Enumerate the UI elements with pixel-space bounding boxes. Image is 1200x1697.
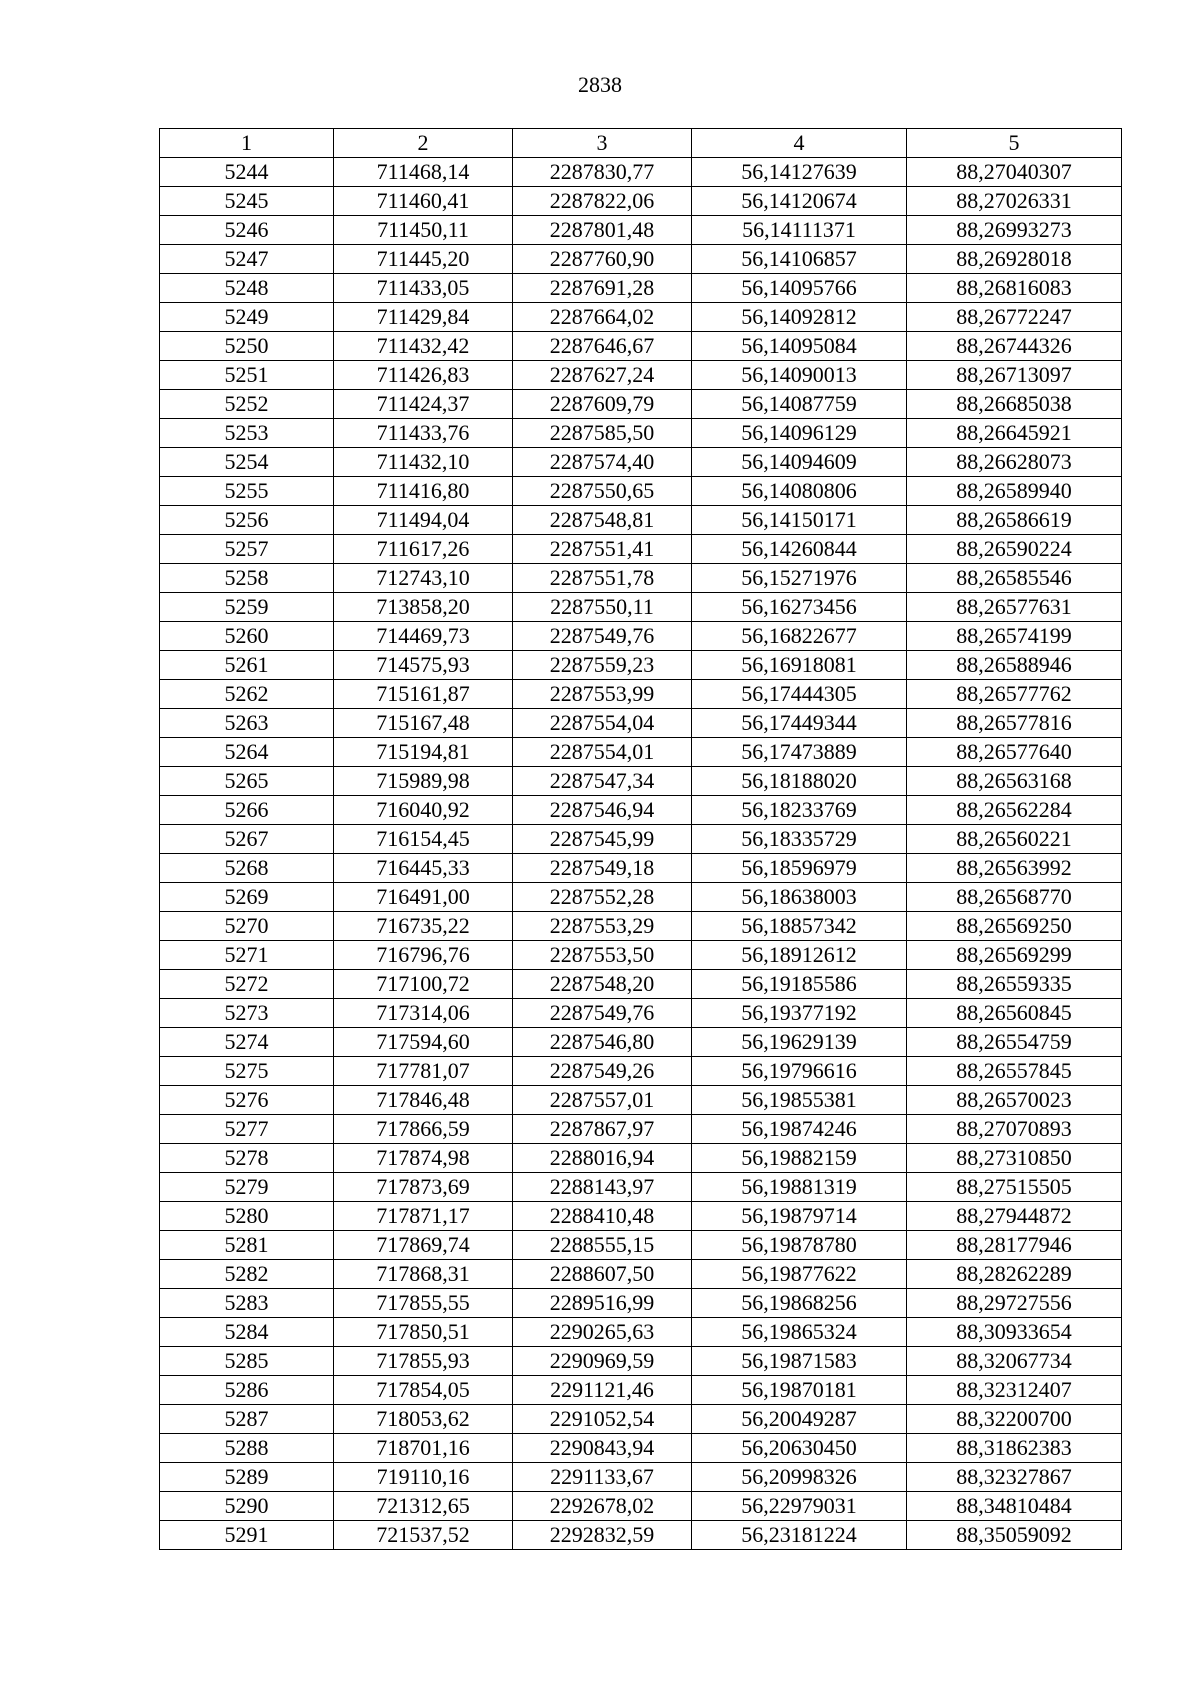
table-cell: 56,18188020 — [692, 767, 907, 796]
table-cell: 2287549,18 — [513, 854, 692, 883]
table-cell: 711416,80 — [334, 477, 513, 506]
table-cell: 2287548,81 — [513, 506, 692, 535]
table-cell: 2291121,46 — [513, 1376, 692, 1405]
table-cell: 56,19855381 — [692, 1086, 907, 1115]
page-number: 2838 — [578, 72, 622, 97]
table-cell: 5289 — [160, 1463, 334, 1492]
table-cell: 56,19874246 — [692, 1115, 907, 1144]
table-cell: 88,35059092 — [907, 1521, 1122, 1550]
table-cell: 56,18638003 — [692, 883, 907, 912]
table-cell: 5262 — [160, 680, 334, 709]
table-cell: 2287551,78 — [513, 564, 692, 593]
table-cell: 711433,05 — [334, 274, 513, 303]
table-cell: 88,28262289 — [907, 1260, 1122, 1289]
table-cell: 56,14080806 — [692, 477, 907, 506]
table-row — [160, 970, 1122, 999]
table-row — [160, 477, 1122, 506]
table-cell: 56,19865324 — [692, 1318, 907, 1347]
table-cell: 712743,10 — [334, 564, 513, 593]
table-cell: 717866,59 — [334, 1115, 513, 1144]
table-cell: 56,14090013 — [692, 361, 907, 390]
table-cell: 88,26685038 — [907, 390, 1122, 419]
table-row — [160, 535, 1122, 564]
table-cell: 5254 — [160, 448, 334, 477]
table-cell: 88,26588946 — [907, 651, 1122, 680]
table-cell: 88,26816083 — [907, 274, 1122, 303]
table-cell: 716445,33 — [334, 854, 513, 883]
table-cell: 88,26574199 — [907, 622, 1122, 651]
table-cell: 5268 — [160, 854, 334, 883]
table-cell: 56,16918081 — [692, 651, 907, 680]
table-cell: 2287550,65 — [513, 477, 692, 506]
table-cell: 2287557,01 — [513, 1086, 692, 1115]
table-cell: 5271 — [160, 941, 334, 970]
table-cell: 2287801,48 — [513, 216, 692, 245]
table-cell: 5265 — [160, 767, 334, 796]
table-cell: 88,27515505 — [907, 1173, 1122, 1202]
table-row — [160, 390, 1122, 419]
table-row — [160, 1231, 1122, 1260]
table-cell: 88,27070893 — [907, 1115, 1122, 1144]
table-cell: 2287548,20 — [513, 970, 692, 999]
table-cell: 711468,14 — [334, 158, 513, 187]
table-cell: 2287552,28 — [513, 883, 692, 912]
table-cell: 711424,37 — [334, 390, 513, 419]
table-cell: 88,26577762 — [907, 680, 1122, 709]
table-row — [160, 883, 1122, 912]
table-row — [160, 680, 1122, 709]
table-cell: 56,16822677 — [692, 622, 907, 651]
table-cell: 5263 — [160, 709, 334, 738]
table-row — [160, 332, 1122, 361]
table-cell: 56,19185586 — [692, 970, 907, 999]
table-cell: 2287553,29 — [513, 912, 692, 941]
table-cell: 88,26928018 — [907, 245, 1122, 274]
table-cell: 717855,55 — [334, 1289, 513, 1318]
table-row — [160, 1260, 1122, 1289]
table-cell: 5280 — [160, 1202, 334, 1231]
table-cell: 717314,06 — [334, 999, 513, 1028]
table-cell: 2287664,02 — [513, 303, 692, 332]
table-cell: 56,19877622 — [692, 1260, 907, 1289]
table-row — [160, 767, 1122, 796]
table-cell: 2287549,76 — [513, 999, 692, 1028]
table-cell: 5264 — [160, 738, 334, 767]
table-row — [160, 912, 1122, 941]
table-row — [160, 1202, 1122, 1231]
table-row — [160, 1434, 1122, 1463]
table-cell: 5260 — [160, 622, 334, 651]
table-row — [160, 1086, 1122, 1115]
table-cell: 721537,52 — [334, 1521, 513, 1550]
table-cell: 88,26645921 — [907, 419, 1122, 448]
table-cell: 2287822,06 — [513, 187, 692, 216]
table-cell: 2292832,59 — [513, 1521, 692, 1550]
table-cell: 716154,45 — [334, 825, 513, 854]
table-cell: 5261 — [160, 651, 334, 680]
table-row — [160, 216, 1122, 245]
table-row — [160, 1318, 1122, 1347]
table-cell: 5285 — [160, 1347, 334, 1376]
table-cell: 88,26570023 — [907, 1086, 1122, 1115]
table-cell: 5255 — [160, 477, 334, 506]
table-cell: 5253 — [160, 419, 334, 448]
table-cell: 5245 — [160, 187, 334, 216]
table-cell: 56,20630450 — [692, 1434, 907, 1463]
table-cell: 88,26589940 — [907, 477, 1122, 506]
table-cell: 717850,51 — [334, 1318, 513, 1347]
table-cell: 5275 — [160, 1057, 334, 1086]
table-cell: 715194,81 — [334, 738, 513, 767]
table-cell: 88,32067734 — [907, 1347, 1122, 1376]
table-cell: 2287646,67 — [513, 332, 692, 361]
table-cell: 2288410,48 — [513, 1202, 692, 1231]
table-row — [160, 738, 1122, 767]
table-row — [160, 593, 1122, 622]
table-cell: 88,26577816 — [907, 709, 1122, 738]
table-cell: 5269 — [160, 883, 334, 912]
table-cell: 56,19879714 — [692, 1202, 907, 1231]
table-cell: 2288016,94 — [513, 1144, 692, 1173]
table-row — [160, 419, 1122, 448]
table-cell: 88,26586619 — [907, 506, 1122, 535]
table-cell: 56,19377192 — [692, 999, 907, 1028]
table-cell: 5291 — [160, 1521, 334, 1550]
table-cell: 56,19882159 — [692, 1144, 907, 1173]
table-row — [160, 187, 1122, 216]
table-cell: 88,34810484 — [907, 1492, 1122, 1521]
table-cell: 88,26590224 — [907, 535, 1122, 564]
table-row — [160, 274, 1122, 303]
table-row — [160, 1347, 1122, 1376]
table-cell: 717781,07 — [334, 1057, 513, 1086]
table-cell: 88,26585546 — [907, 564, 1122, 593]
table-cell: 56,17473889 — [692, 738, 907, 767]
table-cell: 2287549,26 — [513, 1057, 692, 1086]
table-cell: 56,19868256 — [692, 1289, 907, 1318]
table-cell: 721312,65 — [334, 1492, 513, 1521]
table-cell: 2287550,11 — [513, 593, 692, 622]
table-cell: 88,26560221 — [907, 825, 1122, 854]
table-cell: 5270 — [160, 912, 334, 941]
table-cell: 56,14095766 — [692, 274, 907, 303]
table-cell: 5287 — [160, 1405, 334, 1434]
table-cell: 5279 — [160, 1173, 334, 1202]
table-cell: 711617,26 — [334, 535, 513, 564]
table-row — [160, 651, 1122, 680]
table-cell: 715161,87 — [334, 680, 513, 709]
table-cell: 5256 — [160, 506, 334, 535]
table-cell: 88,26577640 — [907, 738, 1122, 767]
table-cell: 56,19871583 — [692, 1347, 907, 1376]
table-cell: 5290 — [160, 1492, 334, 1521]
table-cell: 88,26628073 — [907, 448, 1122, 477]
table-cell: 88,26554759 — [907, 1028, 1122, 1057]
table-cell: 56,14127639 — [692, 158, 907, 187]
table-header-row — [160, 129, 1122, 158]
table-row — [160, 1028, 1122, 1057]
table-row — [160, 1144, 1122, 1173]
table-cell: 5252 — [160, 390, 334, 419]
table-cell: 5246 — [160, 216, 334, 245]
table-cell: 711445,20 — [334, 245, 513, 274]
table-cell: 56,14094609 — [692, 448, 907, 477]
table-cell: 2287554,04 — [513, 709, 692, 738]
table-cell: 5277 — [160, 1115, 334, 1144]
table-cell: 56,19796616 — [692, 1057, 907, 1086]
table-cell: 2287830,77 — [513, 158, 692, 187]
table-cell: 88,26559335 — [907, 970, 1122, 999]
table-cell: 711426,83 — [334, 361, 513, 390]
table-cell: 715989,98 — [334, 767, 513, 796]
table-cell: 56,22979031 — [692, 1492, 907, 1521]
table-cell: 5286 — [160, 1376, 334, 1405]
table-row — [160, 158, 1122, 187]
table-cell: 2287760,90 — [513, 245, 692, 274]
table-cell: 56,14120674 — [692, 187, 907, 216]
table-cell: 88,27040307 — [907, 158, 1122, 187]
table-cell: 88,26563992 — [907, 854, 1122, 883]
table-cell: 2287551,41 — [513, 535, 692, 564]
table-cell: 717594,60 — [334, 1028, 513, 1057]
table-cell: 5283 — [160, 1289, 334, 1318]
table-row — [160, 941, 1122, 970]
table-cell: 2287585,50 — [513, 419, 692, 448]
table-cell: 56,14095084 — [692, 332, 907, 361]
table-cell: 5273 — [160, 999, 334, 1028]
table-cell: 5249 — [160, 303, 334, 332]
table-cell: 2290969,59 — [513, 1347, 692, 1376]
table-cell: 2287867,97 — [513, 1115, 692, 1144]
table-cell: 711450,11 — [334, 216, 513, 245]
table-cell: 5284 — [160, 1318, 334, 1347]
table-row — [160, 506, 1122, 535]
table-cell: 2291133,67 — [513, 1463, 692, 1492]
column-header: 5 — [907, 129, 1122, 158]
table-cell: 88,26563168 — [907, 767, 1122, 796]
table-cell: 2287691,28 — [513, 274, 692, 303]
table-cell: 88,26772247 — [907, 303, 1122, 332]
table-cell: 88,26993273 — [907, 216, 1122, 245]
table-cell: 711429,84 — [334, 303, 513, 332]
table-cell: 88,26577631 — [907, 593, 1122, 622]
column-header: 3 — [513, 129, 692, 158]
table-row — [160, 1463, 1122, 1492]
table-row — [160, 1289, 1122, 1318]
table-cell: 2288607,50 — [513, 1260, 692, 1289]
table-cell: 56,14096129 — [692, 419, 907, 448]
table-cell: 88,31862383 — [907, 1434, 1122, 1463]
table-cell: 56,14260844 — [692, 535, 907, 564]
table-cell: 716796,76 — [334, 941, 513, 970]
table-cell: 713858,20 — [334, 593, 513, 622]
table-cell: 5276 — [160, 1086, 334, 1115]
table-cell: 2287546,80 — [513, 1028, 692, 1057]
table-cell: 56,17444305 — [692, 680, 907, 709]
table-cell: 5257 — [160, 535, 334, 564]
table-cell: 56,14087759 — [692, 390, 907, 419]
column-header: 4 — [692, 129, 907, 158]
table-cell: 56,20998326 — [692, 1463, 907, 1492]
column-header: 1 — [160, 129, 334, 158]
table-cell: 88,32200700 — [907, 1405, 1122, 1434]
table-cell: 718701,16 — [334, 1434, 513, 1463]
table-cell: 88,32327867 — [907, 1463, 1122, 1492]
table-cell: 2288555,15 — [513, 1231, 692, 1260]
table-cell: 711494,04 — [334, 506, 513, 535]
table-cell: 717854,05 — [334, 1376, 513, 1405]
table-cell: 5251 — [160, 361, 334, 390]
table-cell: 717855,93 — [334, 1347, 513, 1376]
table-cell: 88,26568770 — [907, 883, 1122, 912]
table-cell: 5278 — [160, 1144, 334, 1173]
table-cell: 2287559,23 — [513, 651, 692, 680]
table-row — [160, 1376, 1122, 1405]
table-cell: 711432,42 — [334, 332, 513, 361]
table-cell: 88,30933654 — [907, 1318, 1122, 1347]
table-row — [160, 564, 1122, 593]
table-cell: 56,14150171 — [692, 506, 907, 535]
table-cell: 2292678,02 — [513, 1492, 692, 1521]
table-cell: 88,26569250 — [907, 912, 1122, 941]
table-cell: 717871,17 — [334, 1202, 513, 1231]
table-row — [160, 245, 1122, 274]
table-row — [160, 1521, 1122, 1550]
table-cell: 2287609,79 — [513, 390, 692, 419]
table-row — [160, 825, 1122, 854]
table-row — [160, 1492, 1122, 1521]
table-cell: 88,26569299 — [907, 941, 1122, 970]
table-row — [160, 1173, 1122, 1202]
table-cell: 717874,98 — [334, 1144, 513, 1173]
table-cell: 719110,16 — [334, 1463, 513, 1492]
table-cell: 56,18857342 — [692, 912, 907, 941]
table-row — [160, 361, 1122, 390]
table-cell: 717100,72 — [334, 970, 513, 999]
coordinates-table — [159, 128, 1122, 1550]
table-cell: 2287574,40 — [513, 448, 692, 477]
table-cell: 5247 — [160, 245, 334, 274]
table-cell: 716735,22 — [334, 912, 513, 941]
table-cell: 2289516,99 — [513, 1289, 692, 1318]
table-cell: 714575,93 — [334, 651, 513, 680]
table-cell: 56,14106857 — [692, 245, 907, 274]
table-cell: 5272 — [160, 970, 334, 999]
table-cell: 5259 — [160, 593, 334, 622]
table-cell: 718053,62 — [334, 1405, 513, 1434]
table-cell: 5244 — [160, 158, 334, 187]
table-cell: 2287547,34 — [513, 767, 692, 796]
table-cell: 88,26557845 — [907, 1057, 1122, 1086]
table-cell: 56,18233769 — [692, 796, 907, 825]
table-cell: 2287553,50 — [513, 941, 692, 970]
table-cell: 2287554,01 — [513, 738, 692, 767]
table-cell: 711433,76 — [334, 419, 513, 448]
table-row — [160, 1115, 1122, 1144]
table-cell: 2287553,99 — [513, 680, 692, 709]
table-row — [160, 303, 1122, 332]
table-cell: 56,19881319 — [692, 1173, 907, 1202]
table-cell: 56,16273456 — [692, 593, 907, 622]
table-cell: 2287546,94 — [513, 796, 692, 825]
table-cell: 56,18912612 — [692, 941, 907, 970]
table-cell: 715167,48 — [334, 709, 513, 738]
table-cell: 88,26744326 — [907, 332, 1122, 361]
table-cell: 5274 — [160, 1028, 334, 1057]
column-header: 2 — [334, 129, 513, 158]
table-cell: 711432,10 — [334, 448, 513, 477]
table-cell: 88,27944872 — [907, 1202, 1122, 1231]
table-row — [160, 1405, 1122, 1434]
table-cell: 5250 — [160, 332, 334, 361]
table-cell: 56,15271976 — [692, 564, 907, 593]
table-cell: 717869,74 — [334, 1231, 513, 1260]
table-cell: 88,29727556 — [907, 1289, 1122, 1318]
table-cell: 5282 — [160, 1260, 334, 1289]
table-cell: 717846,48 — [334, 1086, 513, 1115]
table-cell: 88,26560845 — [907, 999, 1122, 1028]
table-cell: 716491,00 — [334, 883, 513, 912]
table-row — [160, 999, 1122, 1028]
table-cell: 714469,73 — [334, 622, 513, 651]
table-row — [160, 854, 1122, 883]
table-row — [160, 796, 1122, 825]
table-cell: 56,14111371 — [692, 216, 907, 245]
table-cell: 2288143,97 — [513, 1173, 692, 1202]
table-row — [160, 448, 1122, 477]
table-row — [160, 1057, 1122, 1086]
table-cell: 5248 — [160, 274, 334, 303]
table-row — [160, 709, 1122, 738]
table-cell: 716040,92 — [334, 796, 513, 825]
table-cell: 5258 — [160, 564, 334, 593]
table-cell: 56,17449344 — [692, 709, 907, 738]
table-cell: 88,26562284 — [907, 796, 1122, 825]
table-cell: 2287627,24 — [513, 361, 692, 390]
table-cell: 88,32312407 — [907, 1376, 1122, 1405]
table-cell: 5288 — [160, 1434, 334, 1463]
table-cell: 717868,31 — [334, 1260, 513, 1289]
table-cell: 5281 — [160, 1231, 334, 1260]
table-cell: 5266 — [160, 796, 334, 825]
table-cell: 88,27310850 — [907, 1144, 1122, 1173]
table-cell: 56,18335729 — [692, 825, 907, 854]
table-row — [160, 622, 1122, 651]
table-cell: 2290265,63 — [513, 1318, 692, 1347]
table-cell: 56,19870181 — [692, 1376, 907, 1405]
table-cell: 5267 — [160, 825, 334, 854]
table-cell: 88,26713097 — [907, 361, 1122, 390]
table-cell: 56,14092812 — [692, 303, 907, 332]
table-cell: 711460,41 — [334, 187, 513, 216]
table-cell: 56,18596979 — [692, 854, 907, 883]
table-cell: 88,27026331 — [907, 187, 1122, 216]
table-cell: 717873,69 — [334, 1173, 513, 1202]
table-cell: 56,19629139 — [692, 1028, 907, 1057]
table-cell: 56,19878780 — [692, 1231, 907, 1260]
table-cell: 2287549,76 — [513, 622, 692, 651]
table-cell: 88,28177946 — [907, 1231, 1122, 1260]
table-cell: 56,20049287 — [692, 1405, 907, 1434]
table-cell: 2290843,94 — [513, 1434, 692, 1463]
table-cell: 2287545,99 — [513, 825, 692, 854]
table-cell: 2291052,54 — [513, 1405, 692, 1434]
table-cell: 56,23181224 — [692, 1521, 907, 1550]
